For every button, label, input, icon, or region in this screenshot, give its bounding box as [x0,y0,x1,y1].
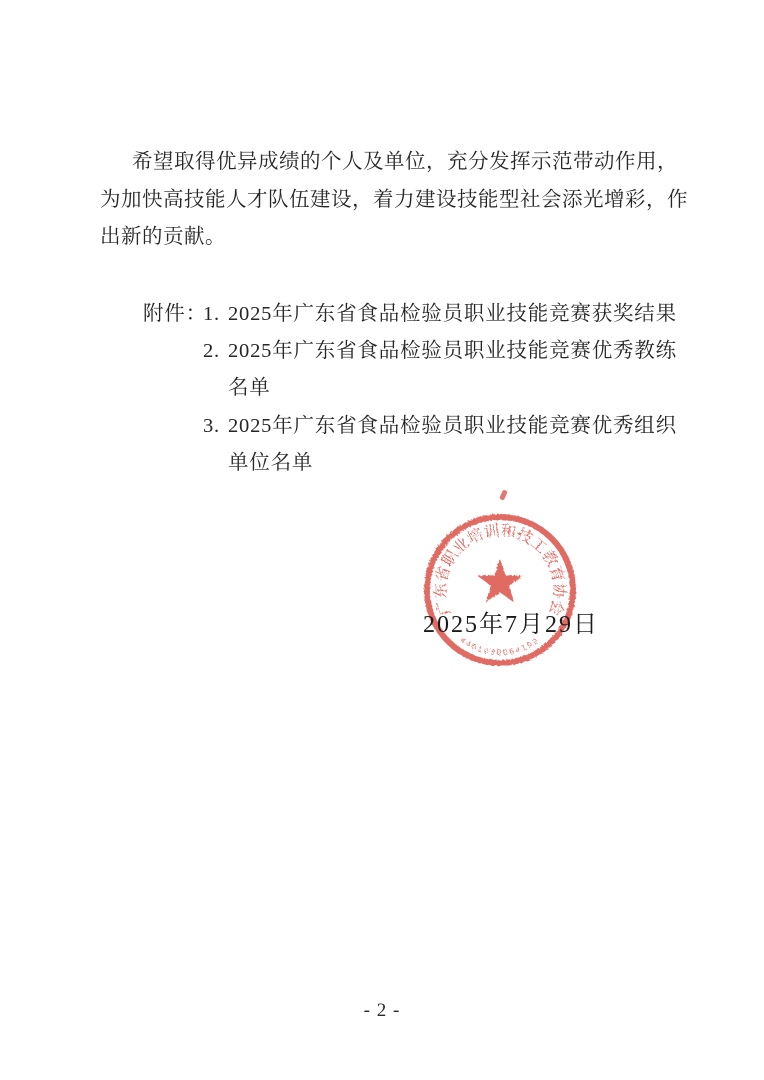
attachment-item-2 [143,333,677,370]
paragraph-line: 希望取得优异成绩的个人及单位，充分发挥示范带动作用， [132,151,678,173]
attachment-item-number: 1. [203,303,220,325]
attachment-label-spacer [143,445,203,482]
attachment-label: 附件： [143,303,207,325]
attachment-label-spacer [143,333,203,370]
attachment-number-spacer [203,445,228,482]
attachment-item-text: 2025年广东省食品检验员职业技能竞赛优秀组织 [228,414,677,437]
body-paragraph [100,144,688,257]
attachment-label-spacer [143,370,203,407]
attachment-label-spacer [143,408,203,445]
attachment-list [143,296,677,482]
attachment-item-number: 2. [203,340,220,363]
seal-org-text: 广东省职业培训和技工教育协会 [432,522,568,618]
paragraph-line: 为加快高技能人才队伍建设，着力建设技能型社会添光增彩，作 [100,188,688,211]
attachment-item-text: 2025年广东省食品检验员职业技能竞赛优秀教练 [228,340,677,363]
attachment-item-3-continuation [143,445,677,482]
document-date: 2025年7月29日 [423,612,599,638]
attachment-item-3 [143,408,677,445]
paragraph-line: 出新的贡献。 [100,226,226,248]
attachment-item-text: 2025年广东省食品检验员职业技能竞赛获奖结果 [228,303,677,325]
attachment-item-text: 名单 [228,377,271,400]
seal-body [427,517,573,663]
page-number: - 2 - [363,1000,401,1021]
attachment-item-text: 单位名单 [228,451,314,474]
attachment-number-spacer [203,370,228,407]
attachment-item-number: 3. [203,414,220,437]
attachment-item-1 [143,296,677,333]
seal-graphic [421,511,579,669]
seal-ink-smudge [499,489,508,500]
official-seal [421,511,579,669]
attachment-item-2-continuation [143,370,677,407]
seal-star-icon [477,559,523,602]
seal-code-text: 4401030064192 [458,635,542,658]
